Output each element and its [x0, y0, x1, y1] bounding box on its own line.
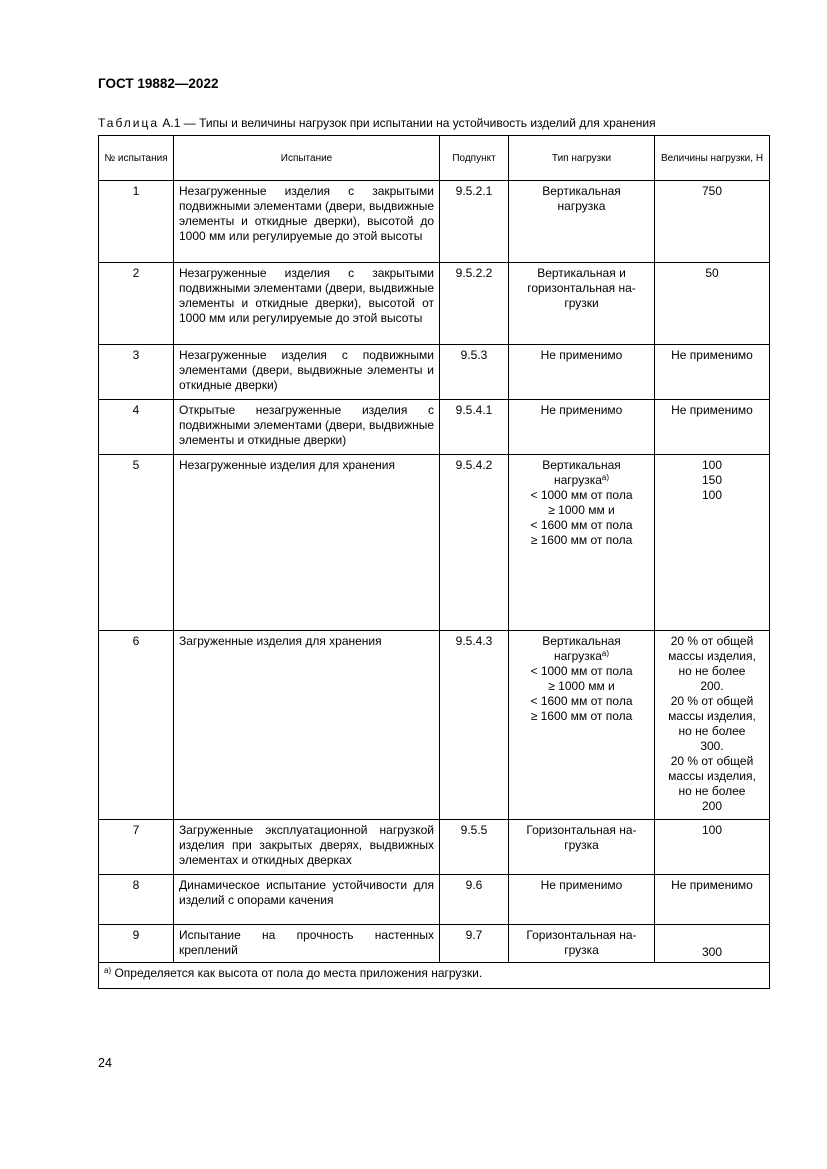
footnote-marker: а) — [104, 966, 112, 975]
table-row — [99, 875, 770, 925]
cell-test-number: 4 — [99, 400, 174, 455]
cell-test-description: Незагруженные изделия с закрытыми подвижными элементами (двери, выдвижные элементы и откидные дверки), высотой до 1000 мм или регулируемые до этой высоты — [174, 181, 440, 263]
load-type-text: нагрузка — [553, 473, 602, 487]
cell-load-type — [509, 875, 655, 925]
cell-subclause: 9.7 — [440, 925, 509, 963]
cell-test-description: Незагруженные изделия для хранения — [174, 455, 440, 631]
load-value-line: 300. — [700, 739, 724, 753]
cell-load-value — [655, 181, 770, 263]
cell-test-number: 3 — [99, 345, 174, 400]
load-type-line: Не применимо — [540, 878, 623, 892]
load-type-line: Горизонтальная на- — [526, 823, 637, 837]
cell-load-type — [509, 263, 655, 345]
load-value-line: 20 % от общей — [670, 634, 754, 648]
cell-test-description: Загруженные изделия для хранения — [174, 631, 440, 820]
cell-load-type — [509, 400, 655, 455]
load-value-line: Не применимо — [671, 878, 753, 892]
cell-subclause: 9.5.2.1 — [440, 181, 509, 263]
load-value-line: 20 % от общей — [670, 694, 754, 708]
cell-test-number: 5 — [99, 455, 174, 631]
header-test: Испытание — [174, 136, 440, 181]
load-type-line — [514, 649, 649, 664]
cell-test-number: 8 — [99, 875, 174, 925]
load-type-line: грузка — [564, 838, 599, 852]
table-caption — [98, 116, 656, 130]
page-number: 24 — [98, 1056, 112, 1070]
load-type-line: грузки — [564, 296, 599, 310]
table-row — [99, 631, 770, 820]
load-value-line: 150 — [701, 473, 723, 487]
cell-test-description: Загруженные эксплуатационной нагрузкой изделия при закрытых дверях, выдвижных элементах и откидных дверках — [174, 820, 440, 875]
load-value-line: 100 — [701, 488, 723, 502]
loads-table — [98, 135, 770, 989]
load-value-line: но не более — [678, 724, 746, 738]
load-type-text: нагрузка — [553, 649, 602, 663]
load-type-line: ≥ 1600 мм от пола — [530, 533, 633, 547]
table-caption-text: — Типы и величины нагрузок при испытании на устойчивость изделий для хранения — [183, 116, 656, 130]
cell-subclause: 9.5.4.2 — [440, 455, 509, 631]
cell-load-type — [509, 181, 655, 263]
load-value-line: 100 — [701, 458, 723, 472]
cell-test-number: 1 — [99, 181, 174, 263]
load-value-line: 100 — [701, 823, 723, 837]
load-type-line: ≥ 1000 мм и — [548, 679, 615, 693]
load-value-line: но не более — [678, 784, 746, 798]
cell-load-value — [655, 400, 770, 455]
footnote-text: Определяется как высота от пола до места приложения нагрузки. — [114, 966, 483, 980]
cell-subclause: 9.5.4.1 — [440, 400, 509, 455]
load-type-line: горизонтальная на- — [527, 281, 636, 295]
load-type-line: < 1000 мм от пола — [530, 664, 633, 678]
load-value-line: 200. — [700, 679, 724, 693]
cell-test-number: 2 — [99, 263, 174, 345]
load-type-line: Не применимо — [540, 348, 623, 362]
cell-subclause: 9.5.3 — [440, 345, 509, 400]
header-load-type: Тип нагрузки — [509, 136, 655, 181]
cell-load-type — [509, 345, 655, 400]
cell-test-description: Незагруженные изделия с закрытыми подвижными элементами (двери, выдвижные элементы и откидные дверки), высотой от 1000 мм или регулируемые до этой высоты — [174, 263, 440, 345]
cell-load-value — [655, 631, 770, 820]
load-value-line: массы изделия, — [668, 649, 756, 663]
table-row — [99, 345, 770, 400]
load-type-line: ≥ 1600 мм от пола — [530, 709, 633, 723]
load-type-line — [514, 473, 649, 488]
table-row — [99, 181, 770, 263]
table-row — [99, 925, 770, 963]
footnote-marker: а) — [601, 649, 610, 658]
cell-test-description: Динамическое испытание устойчивости для изделий с опорами качения — [174, 875, 440, 925]
cell-load-type — [509, 925, 655, 963]
table-row — [99, 263, 770, 345]
load-type-line: Вертикальная — [542, 634, 621, 648]
load-value-line: 200 — [701, 799, 723, 813]
load-type-line: < 1000 мм от пола — [530, 488, 633, 502]
load-value-line: 300 — [701, 945, 723, 959]
cell-test-description: Незагруженные изделия с подвижными элементами (двери, выдвижные элементы и откидные дверки) — [174, 345, 440, 400]
header-test-number: № испытания — [99, 136, 174, 181]
cell-load-value — [655, 263, 770, 345]
load-type-line: Горизонтальная на- — [526, 928, 637, 942]
load-type-line: ≥ 1000 мм и — [548, 503, 615, 517]
table-header-row — [99, 136, 770, 181]
table-row — [99, 455, 770, 631]
cell-subclause: 9.5.4.3 — [440, 631, 509, 820]
footnote-marker: а) — [601, 473, 610, 482]
cell-load-value — [655, 925, 770, 963]
cell-test-number: 9 — [99, 925, 174, 963]
cell-test-description: Открытые незагруженные изделия с подвижными элементами (двери, выдвижные элементы и откидные дверки) — [174, 400, 440, 455]
load-value-line: 20 % от общей — [670, 754, 754, 768]
table-row — [99, 820, 770, 875]
cell-load-type — [509, 455, 655, 631]
load-value-line: 750 — [701, 184, 723, 198]
load-type-line: < 1600 мм от пола — [530, 518, 633, 532]
cell-subclause: 9.6 — [440, 875, 509, 925]
table-row — [99, 400, 770, 455]
load-value-line: 50 — [705, 266, 719, 280]
load-type-line: Не применимо — [540, 403, 623, 417]
load-type-line: Вертикальная — [542, 184, 621, 198]
table-caption-label: Таблица — [98, 116, 160, 130]
cell-subclause: 9.5.2.2 — [440, 263, 509, 345]
table-footnote — [99, 963, 770, 989]
load-type-line: грузка — [564, 943, 599, 957]
cell-load-value — [655, 820, 770, 875]
cell-load-type — [509, 820, 655, 875]
load-type-line: Вертикальная — [542, 458, 621, 472]
load-value-line: Не применимо — [671, 348, 753, 362]
table-footnote-row — [99, 963, 770, 989]
document-header: ГОСТ 19882—2022 — [98, 76, 219, 91]
header-load-value: Величины нагрузки, Н — [655, 136, 770, 181]
load-type-line: нагрузка — [557, 199, 606, 213]
load-type-line: Вертикальная и — [537, 266, 626, 280]
load-value-line: массы изделия, — [668, 769, 756, 783]
cell-test-number: 6 — [99, 631, 174, 820]
cell-load-type — [509, 631, 655, 820]
cell-load-value — [655, 345, 770, 400]
cell-subclause: 9.5.5 — [440, 820, 509, 875]
load-type-line: < 1600 мм от пола — [530, 694, 633, 708]
load-value-line: но не более — [678, 664, 746, 678]
cell-load-value — [655, 875, 770, 925]
cell-test-description: Испытание на прочность настенных креплений — [174, 925, 440, 963]
header-subclause: Подпункт — [440, 136, 509, 181]
cell-load-value — [655, 455, 770, 631]
cell-test-number: 7 — [99, 820, 174, 875]
load-value-line: массы изделия, — [668, 709, 756, 723]
load-value-line: Не применимо — [671, 403, 753, 417]
table-caption-number: А.1 — [162, 116, 181, 130]
